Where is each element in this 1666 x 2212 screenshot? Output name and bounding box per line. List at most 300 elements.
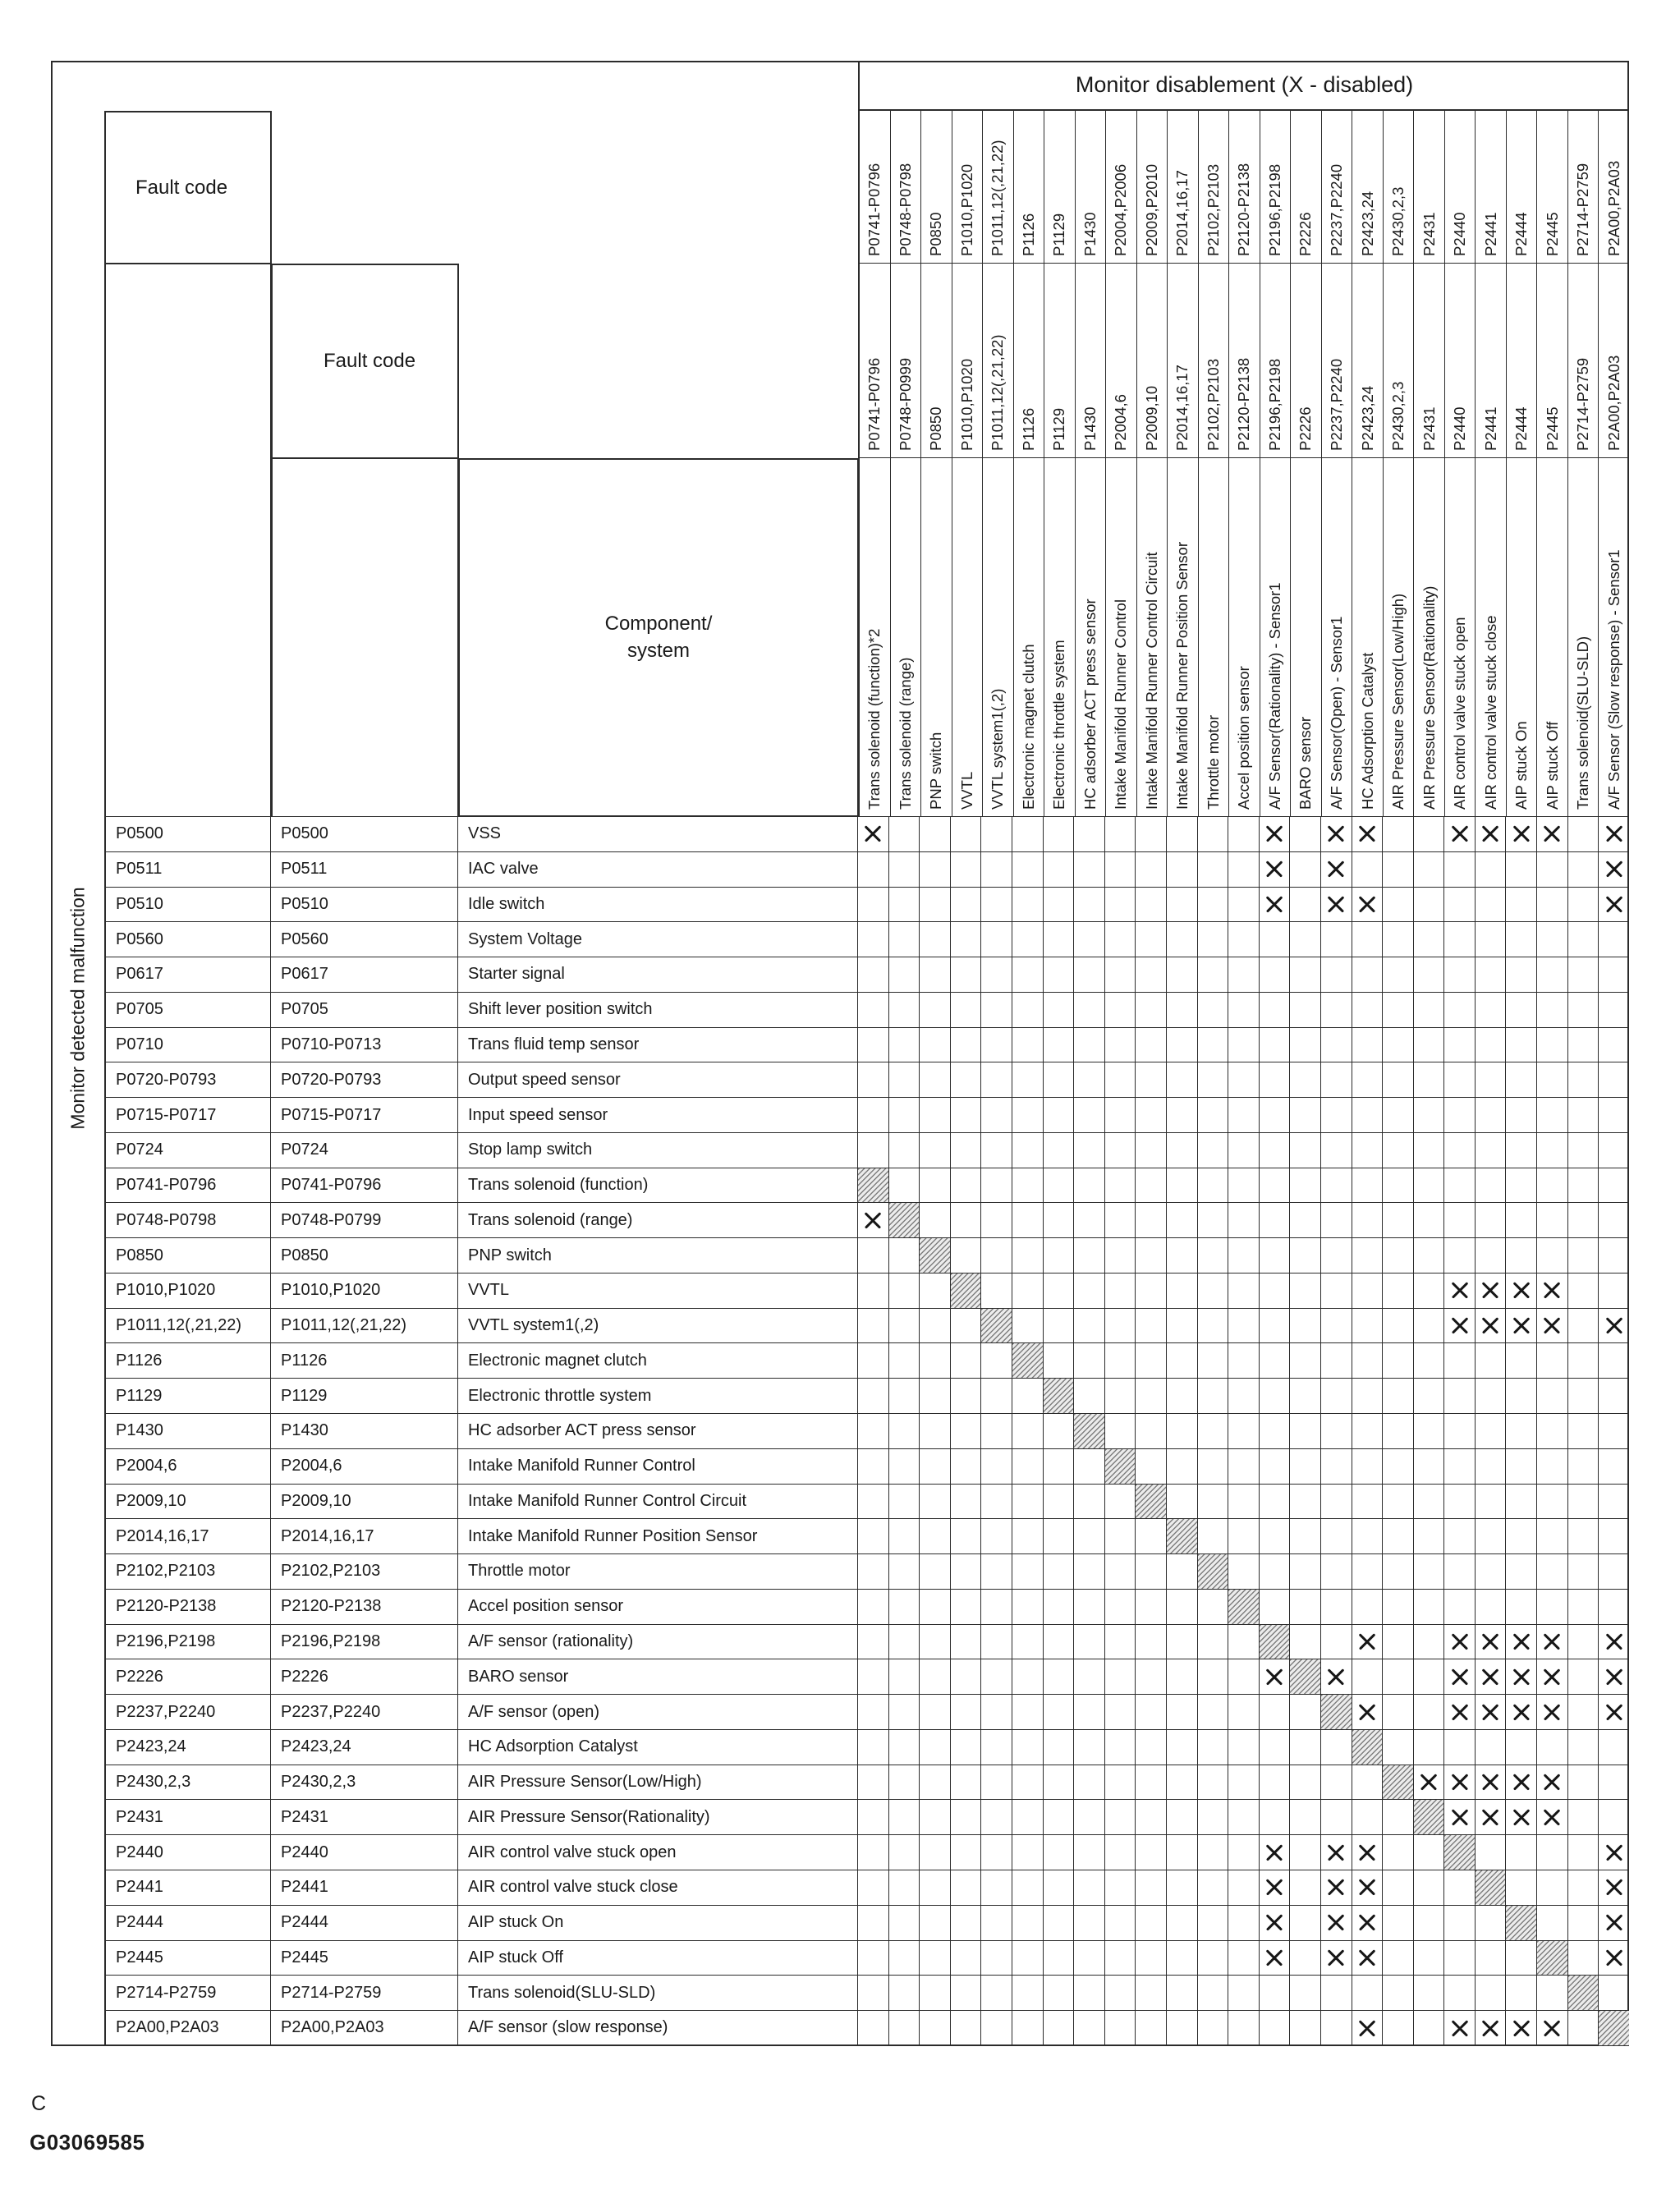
matrix-cell: [1414, 922, 1445, 957]
matrix-cell: [858, 1449, 889, 1484]
matrix-cell: [1260, 1730, 1291, 1765]
matrix-cell: [1074, 1835, 1105, 1870]
matrix-cell: [981, 1238, 1012, 1273]
matrix-cell: [1105, 1554, 1136, 1589]
fault-code-cell-2: P1010,P1020: [271, 1274, 458, 1308]
matrix-cell: [1383, 852, 1414, 887]
column-component-header-cell: [1599, 458, 1629, 816]
matrix-cell: [1260, 1238, 1291, 1273]
matrix-row: [858, 1098, 1629, 1132]
matrix-cell: [1476, 1590, 1507, 1624]
matrix-cell: [1414, 1098, 1445, 1132]
fault-code-cell: P0748-P0798: [106, 1203, 271, 1237]
matrix-cell: [1136, 1379, 1167, 1413]
matrix-row: [858, 888, 1629, 922]
matrix-cell: [889, 888, 920, 922]
matrix-cell: [951, 1590, 982, 1624]
disabled-x-mark: [1357, 1843, 1377, 1862]
matrix-cell: [1352, 1485, 1384, 1519]
matrix-cell: [1044, 1485, 1075, 1519]
fault-code-cell-2: P2196,P2198: [271, 1625, 458, 1659]
matrix-cell: [1352, 1098, 1384, 1132]
matrix-cell: [1444, 817, 1476, 851]
matrix-cell: [1383, 1203, 1414, 1237]
matrix-cell: [1506, 1941, 1537, 1976]
matrix-cell: [1444, 1309, 1476, 1343]
matrix-cell: [889, 922, 920, 957]
column-code-header-cell: [1260, 111, 1292, 263]
matrix-cell: [1012, 1238, 1044, 1273]
matrix-cell: [1414, 2011, 1445, 2045]
self-monitor-cell: [1228, 1590, 1260, 1624]
fault-code-cell-2: P0710-P0713: [271, 1028, 458, 1062]
column-code-header-cell: [1445, 264, 1476, 457]
column-code-header-cell: [1414, 264, 1445, 457]
matrix-cell: [1136, 1062, 1167, 1097]
matrix-cell: [1012, 1906, 1044, 1940]
matrix-cell: [1414, 1133, 1445, 1168]
fault-code-cell: P2444: [106, 1906, 271, 1940]
matrix-cell: [858, 1590, 889, 1624]
matrix-cell: [1599, 1554, 1629, 1589]
matrix-cell: [1444, 1203, 1476, 1237]
matrix-cell: [1136, 993, 1167, 1027]
matrix-cell: [889, 1976, 920, 2010]
matrix-cell: [1352, 1449, 1384, 1484]
matrix-cell: [1105, 1765, 1136, 1800]
fault-code-cell: P0510: [106, 888, 271, 922]
matrix-cell: [858, 817, 889, 851]
matrix-cell: [1105, 1414, 1136, 1448]
matrix-cell: [1321, 1449, 1352, 1484]
matrix-cell: [1383, 1414, 1414, 1448]
matrix-cell: [1074, 1659, 1105, 1694]
matrix-cell: [1198, 1695, 1229, 1729]
component-cell: System Voltage: [458, 922, 858, 957]
matrix-row: [858, 1976, 1629, 2010]
matrix-cell: [1352, 1168, 1384, 1203]
matrix-cell: [1260, 1098, 1291, 1132]
matrix-cell: [951, 1835, 982, 1870]
matrix-cell: [1599, 1274, 1629, 1308]
matrix-cell: [1537, 1976, 1568, 2010]
matrix-cell: [1198, 993, 1229, 1027]
column-code-header-cell: [1229, 264, 1260, 457]
fault-code-cell-2: P0560: [271, 922, 458, 957]
matrix-cell: [1414, 1449, 1445, 1484]
rotated-header-label: Intake Manifold Runner Position Sensor: [1173, 542, 1191, 810]
matrix-cell: [1228, 1519, 1260, 1553]
matrix-cell: [981, 1695, 1012, 1729]
fault-code-cell-2: P0850: [271, 1238, 458, 1273]
matrix-cell: [1290, 1343, 1321, 1378]
matrix-cell: [1105, 1835, 1136, 1870]
self-monitor-cell: [1136, 1485, 1167, 1519]
table-row: [106, 1730, 1629, 1765]
matrix-cell: [1012, 1519, 1044, 1553]
matrix-cell: [1290, 1309, 1321, 1343]
matrix-cell: [1044, 1519, 1075, 1553]
matrix-cell: [951, 1309, 982, 1343]
matrix-cell: [1044, 888, 1075, 922]
matrix-cell: [1476, 852, 1507, 887]
fault-code-cell-2: P0500: [271, 817, 458, 851]
matrix-cell: [1568, 1133, 1599, 1168]
matrix-cell: [1476, 1519, 1507, 1553]
matrix-cell: [1260, 1028, 1291, 1062]
matrix-cell: [1012, 1554, 1044, 1589]
matrix-row: [858, 1343, 1629, 1378]
column-code-header-cell: [952, 264, 984, 457]
matrix-cell: [920, 993, 951, 1027]
matrix-cell: [1506, 1238, 1537, 1273]
matrix-cell: [1228, 1203, 1260, 1237]
matrix-cell: [1506, 1028, 1537, 1062]
column-component-header-cell: [1106, 458, 1137, 816]
column-code-header-cell: [1137, 111, 1168, 263]
table-row: [106, 1554, 1629, 1590]
fault-code-cell-2: P2444: [271, 1906, 458, 1940]
matrix-cell: [1012, 1168, 1044, 1203]
disabled-x-mark: [1480, 1281, 1500, 1301]
matrix-row: [858, 1133, 1629, 1168]
matrix-cell: [1414, 1379, 1445, 1413]
matrix-cell: [1444, 1800, 1476, 1834]
matrix-cell: [1167, 1238, 1198, 1273]
matrix-cell: [1352, 852, 1384, 887]
matrix-cell: [1228, 1414, 1260, 1448]
matrix-cell: [1383, 1906, 1414, 1940]
matrix-cell: [951, 1625, 982, 1659]
self-monitor-cell: [1414, 1800, 1445, 1834]
matrix-cell: [1444, 922, 1476, 957]
matrix-cell: [1260, 1519, 1291, 1553]
matrix-cell: [1444, 1062, 1476, 1097]
matrix-cell: [1414, 1238, 1445, 1273]
matrix-cell: [1537, 852, 1568, 887]
column-component-header-cell: [1384, 458, 1415, 816]
matrix-row: [858, 1835, 1629, 1870]
column-component-header-cell: [1229, 458, 1260, 816]
matrix-cell: [1568, 1028, 1599, 1062]
column-component-header-cell: [1199, 458, 1230, 816]
matrix-cell: [1198, 957, 1229, 992]
matrix-cell: [1444, 852, 1476, 887]
fault-code-cell: P2A00,P2A03: [106, 2011, 271, 2045]
matrix-cell: [981, 922, 1012, 957]
matrix-cell: [858, 1414, 889, 1448]
table-row: [106, 1870, 1629, 1906]
rotated-header-label: P2430,2,3: [1389, 381, 1407, 451]
matrix-cell: [858, 1941, 889, 1976]
disabled-x-mark: [1357, 1878, 1377, 1898]
disabled-x-mark: [1480, 2018, 1500, 2038]
component-cell: AIR control valve stuck open: [458, 1835, 858, 1870]
matrix-cell: [920, 957, 951, 992]
matrix-cell: [1167, 1485, 1198, 1519]
matrix-cell: [1537, 1449, 1568, 1484]
matrix-cell: [1568, 1870, 1599, 1905]
matrix-cell: [1260, 2011, 1291, 2045]
table-title: Monitor disablement (X - disabled): [1075, 72, 1414, 97]
matrix-cell: [1352, 1800, 1384, 1834]
disabled-x-mark: [1419, 1773, 1439, 1792]
table-row: [106, 1625, 1629, 1660]
column-code-header-cell: [952, 111, 984, 263]
matrix-cell: [1074, 1906, 1105, 1940]
matrix-cell: [1012, 1133, 1044, 1168]
column-code-header-cell: [1384, 264, 1415, 457]
disabled-x-mark: [1264, 1948, 1284, 1967]
matrix-cell: [1074, 1695, 1105, 1729]
matrix-cell: [1167, 1730, 1198, 1765]
matrix-cell: [1352, 1343, 1384, 1378]
fault-code-cell: P0617: [106, 957, 271, 992]
matrix-cell: [1414, 1906, 1445, 1940]
matrix-cell: [1136, 1449, 1167, 1484]
column-code-header-cell: [1014, 111, 1045, 263]
matrix-cell: [889, 1238, 920, 1273]
matrix-cell: [920, 1133, 951, 1168]
matrix-cell: [1383, 1659, 1414, 1694]
matrix-cell: [1506, 1625, 1537, 1659]
matrix-row: [858, 1870, 1629, 1905]
matrix-cell: [1568, 1519, 1599, 1553]
component-cell: Trans fluid temp sensor: [458, 1028, 858, 1062]
matrix-cell: [889, 1765, 920, 1800]
matrix-cell: [1012, 1485, 1044, 1519]
matrix-cell: [951, 1379, 982, 1413]
table-row: [106, 1976, 1629, 2011]
rotated-header-label: P2120-P2138: [1235, 357, 1253, 451]
matrix-cell: [920, 1590, 951, 1624]
matrix-cell: [1012, 922, 1044, 957]
matrix-cell: [1228, 1133, 1260, 1168]
matrix-cell: [1568, 1168, 1599, 1203]
rotated-header-label: VVTL system1(,2): [989, 688, 1007, 810]
disabled-x-mark: [1512, 1773, 1531, 1792]
matrix-cell: [1568, 852, 1599, 887]
self-monitor-cell: [858, 1168, 889, 1203]
fault-code-cell-2: P2014,16,17: [271, 1519, 458, 1553]
matrix-cell: [951, 1062, 982, 1097]
matrix-cell: [1321, 1485, 1352, 1519]
matrix-cell: [1228, 1976, 1260, 2010]
matrix-cell: [1044, 1730, 1075, 1765]
matrix-cell: [858, 1343, 889, 1378]
matrix-cell: [1044, 1765, 1075, 1800]
matrix-cell: [1599, 1590, 1629, 1624]
matrix-cell: [1476, 1485, 1507, 1519]
matrix-cell: [1321, 1379, 1352, 1413]
matrix-cell: [1260, 1906, 1291, 1940]
matrix-cell: [1444, 1343, 1476, 1378]
column-component-header-cell: [891, 458, 922, 816]
column-header-band-top: [858, 111, 1629, 264]
disabled-x-mark: [1450, 1631, 1470, 1651]
matrix-cell: [1136, 888, 1167, 922]
disabled-x-mark: [1357, 1948, 1377, 1967]
fault-code-cell-2: P0741-P0796: [271, 1168, 458, 1203]
matrix-cell: [1012, 817, 1044, 851]
matrix-cell: [1352, 1028, 1384, 1062]
matrix-cell: [1321, 1554, 1352, 1589]
matrix-cell: [1444, 1414, 1476, 1448]
matrix-cell: [1136, 957, 1167, 992]
matrix-cell: [1198, 1835, 1229, 1870]
matrix-cell: [1352, 922, 1384, 957]
matrix-cell: [1012, 1028, 1044, 1062]
matrix-cell: [1044, 1590, 1075, 1624]
matrix-cell: [1290, 817, 1321, 851]
matrix-cell: [1414, 1976, 1445, 2010]
matrix-cell: [1537, 888, 1568, 922]
rotated-header-label: P0748-P0798: [896, 163, 914, 256]
table-row: [106, 993, 1629, 1028]
matrix-cell: [1444, 1379, 1476, 1413]
matrix-cell: [981, 1062, 1012, 1097]
matrix-cell: [1568, 1414, 1599, 1448]
component-cell: AIR control valve stuck close: [458, 1870, 858, 1905]
matrix-cell: [1506, 957, 1537, 992]
matrix-cell: [1228, 888, 1260, 922]
matrix-cell: [1383, 1062, 1414, 1097]
matrix-cell: [1228, 1659, 1260, 1694]
matrix-cell: [951, 1203, 982, 1237]
matrix-cell: [1414, 1554, 1445, 1589]
matrix-cell: [1044, 1625, 1075, 1659]
matrix-cell: [1198, 1133, 1229, 1168]
matrix-cell: [1383, 1343, 1414, 1378]
matrix-cell: [1444, 1941, 1476, 1976]
column-code-header-cell: [1014, 264, 1045, 457]
matrix-cell: [1506, 1168, 1537, 1203]
matrix-cell: [1012, 1309, 1044, 1343]
table-row: [106, 1238, 1629, 1274]
rotated-header-label: Throttle motor: [1204, 714, 1222, 810]
fault-code-cell: P0560: [106, 922, 271, 957]
matrix-cell: [1352, 1870, 1384, 1905]
self-monitor-cell: [1568, 1976, 1599, 2010]
matrix-cell: [981, 1519, 1012, 1553]
matrix-cell: [1321, 1414, 1352, 1448]
matrix-cell: [1167, 1941, 1198, 1976]
matrix-cell: [1198, 1309, 1229, 1343]
column-code-header-cell: [1322, 264, 1353, 457]
matrix-cell: [1352, 1274, 1384, 1308]
matrix-cell: [1321, 1625, 1352, 1659]
matrix-cell: [951, 1238, 982, 1273]
matrix-cell: [920, 1765, 951, 1800]
table-row: [106, 1343, 1629, 1379]
column-component-header-cell: [1445, 458, 1476, 816]
disabled-x-mark: [1512, 1631, 1531, 1651]
disabled-x-mark: [1264, 1913, 1284, 1933]
disabled-x-mark: [1604, 1913, 1624, 1933]
fault-code-cell: P1430: [106, 1414, 271, 1448]
disabled-x-mark: [1512, 1702, 1531, 1722]
matrix-cell: [1476, 1730, 1507, 1765]
component-cell: AIP stuck Off: [458, 1941, 858, 1976]
matrix-cell: [1599, 1203, 1629, 1237]
matrix-cell: [1537, 1870, 1568, 1905]
matrix-cell: [1167, 1835, 1198, 1870]
disabled-x-mark: [1326, 1913, 1346, 1933]
matrix-cell: [1537, 1274, 1568, 1308]
matrix-cell: [1476, 1449, 1507, 1484]
matrix-cell: [1414, 852, 1445, 887]
matrix-cell: [951, 1659, 982, 1694]
matrix-cell: [1506, 1379, 1537, 1413]
matrix-cell: [1352, 1695, 1384, 1729]
matrix-cell: [981, 1800, 1012, 1834]
matrix-cell: [1074, 1730, 1105, 1765]
matrix-cell: [1167, 852, 1198, 887]
matrix-cell: [1506, 1765, 1537, 1800]
column-code-header-cell: [983, 111, 1014, 263]
matrix-cell: [1321, 1519, 1352, 1553]
matrix-cell: [1444, 1695, 1476, 1729]
matrix-cell: [889, 817, 920, 851]
matrix-cell: [1228, 1168, 1260, 1203]
matrix-cell: [1414, 993, 1445, 1027]
matrix-cell: [1599, 1098, 1629, 1132]
matrix-cell: [889, 1379, 920, 1413]
matrix-cell: [1228, 1800, 1260, 1834]
matrix-cell: [1105, 1590, 1136, 1624]
rotated-header-label: P2226: [1297, 406, 1315, 451]
rotated-header-label: Trans solenoid (range): [896, 657, 914, 810]
matrix-cell: [1167, 1906, 1198, 1940]
column-code-header-cell: [1044, 111, 1076, 263]
matrix-cell: [1599, 1730, 1629, 1765]
matrix-cell: [1290, 1098, 1321, 1132]
matrix-cell: [1198, 2011, 1229, 2045]
matrix-cell: [1321, 852, 1352, 887]
matrix-cell: [889, 1098, 920, 1132]
matrix-cell: [1260, 1133, 1291, 1168]
disabled-x-mark: [1604, 1631, 1624, 1651]
self-monitor-cell: [889, 1203, 920, 1237]
rotated-header-label: P2441: [1481, 212, 1499, 256]
matrix-cell: [1136, 1906, 1167, 1940]
matrix-cell: [1568, 1449, 1599, 1484]
matrix-cell: [1383, 817, 1414, 851]
matrix-cell: [1321, 1274, 1352, 1308]
disabled-x-mark: [1604, 860, 1624, 879]
matrix-cell: [858, 1695, 889, 1729]
matrix-cell: [1228, 1062, 1260, 1097]
matrix-row: [858, 1765, 1629, 1800]
matrix-cell: [1537, 1379, 1568, 1413]
table-row: [106, 957, 1629, 993]
matrix-cell: [1506, 817, 1537, 851]
matrix-cell: [858, 1309, 889, 1343]
matrix-cell: [1599, 1133, 1629, 1168]
matrix-cell: [1414, 1343, 1445, 1378]
matrix-cell: [1352, 1519, 1384, 1553]
matrix-cell: [1290, 1730, 1321, 1765]
column-code-header-cell: [921, 111, 952, 263]
table-row: [106, 1519, 1629, 1554]
matrix-cell: [1136, 817, 1167, 851]
matrix-cell: [1444, 1519, 1476, 1553]
matrix-cell: [981, 1203, 1012, 1237]
matrix-cell: [1537, 1519, 1568, 1553]
matrix-cell: [1012, 1800, 1044, 1834]
matrix-row: [858, 1379, 1629, 1413]
matrix-cell: [981, 1659, 1012, 1694]
